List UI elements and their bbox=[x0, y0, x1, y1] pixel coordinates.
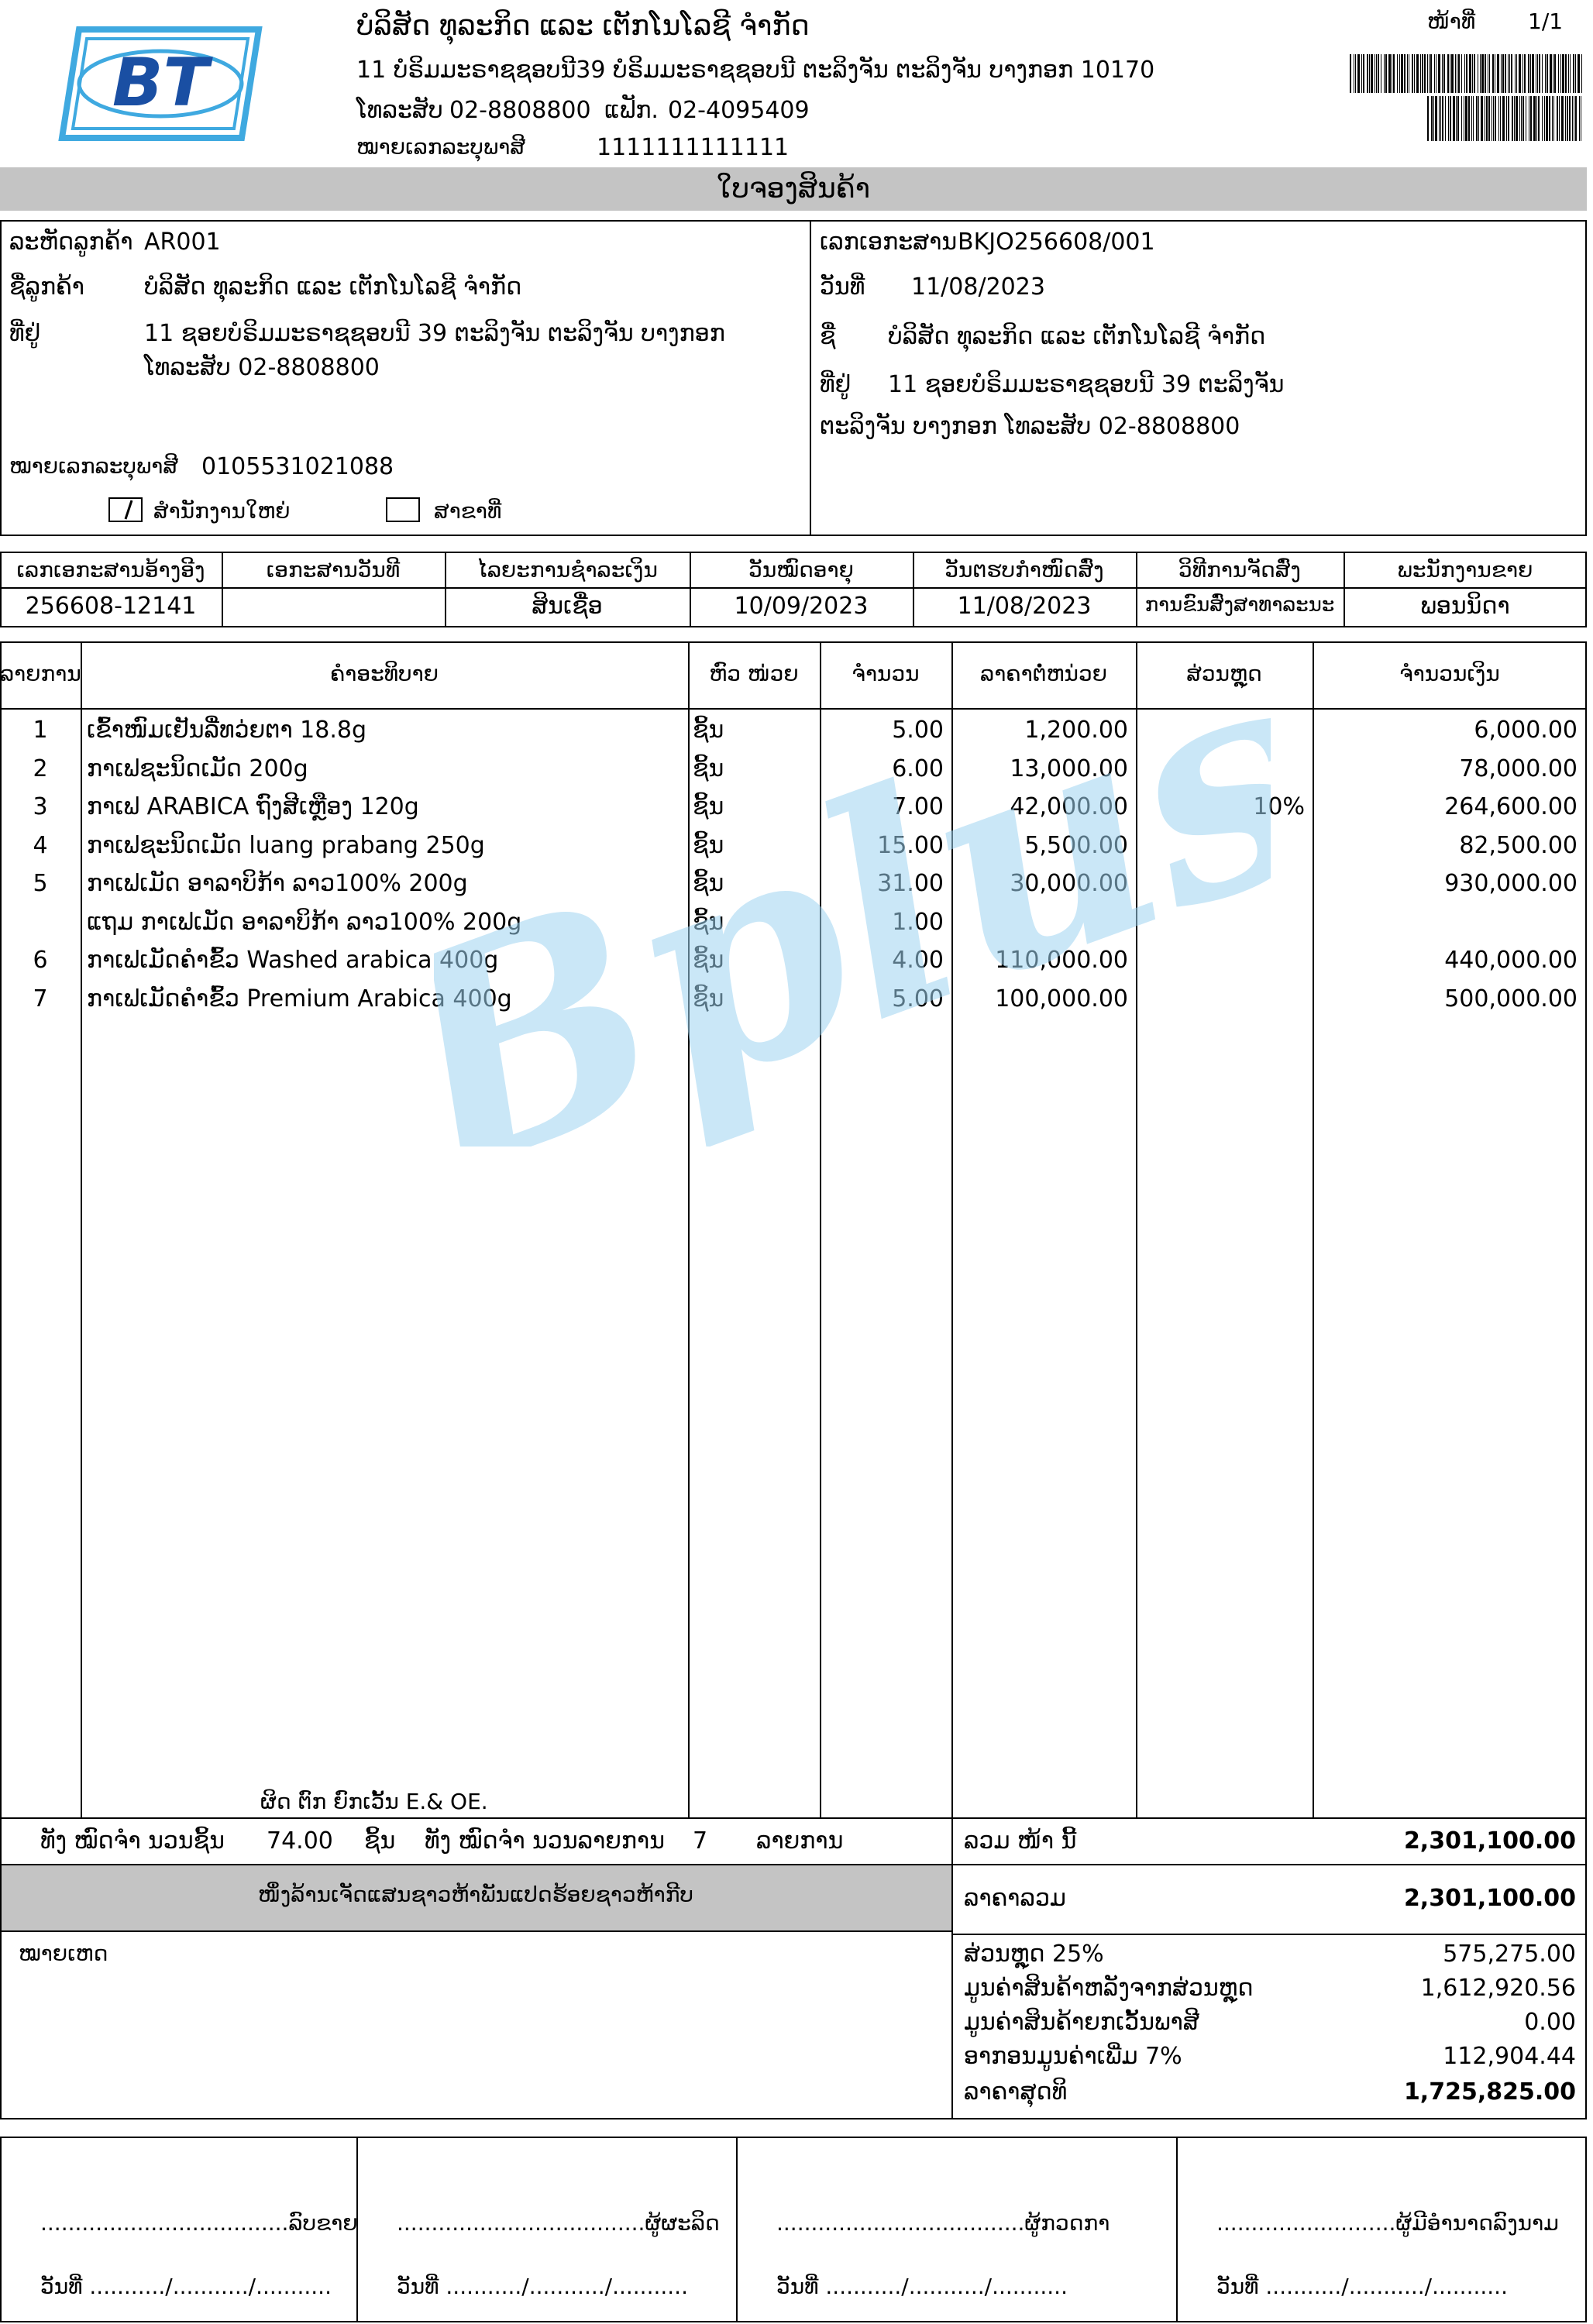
barcode-bar bbox=[1466, 54, 1467, 93]
barcode-bar bbox=[1363, 54, 1364, 93]
item-header: ຈຳນວນ bbox=[852, 661, 920, 686]
document-date-label: ວັນທີ່ bbox=[820, 273, 865, 301]
barcode-bar bbox=[1376, 54, 1377, 93]
barcode-bar bbox=[1569, 96, 1571, 141]
barcode-bar bbox=[1464, 54, 1465, 93]
signature-dots: .......................... bbox=[1216, 2210, 1396, 2236]
customer-address-line2: ໂທລະສັບ 02-8808800 bbox=[144, 354, 380, 381]
signature-line[interactable] bbox=[776, 2212, 1110, 2234]
signature-role: ຜູ້ຜະລິດ bbox=[645, 2210, 720, 2236]
company-tax-label: ໝາຍເລກລະບຸພາສີ bbox=[356, 134, 525, 160]
item-amount: 82,500.00 bbox=[1459, 832, 1578, 859]
barcode-bar bbox=[1388, 54, 1391, 93]
item-unit: ຊິ້ນ bbox=[693, 985, 724, 1012]
amount-in-words: ໜຶ່ງລ້ານເຈັດແສນຊາວຫ້າພັນແປດຮ້ອຍຊາວຫ້າກີບ bbox=[258, 1882, 693, 1907]
barcode-bar bbox=[1453, 96, 1455, 141]
customer-address-label: ທີ່ຢູ່ bbox=[9, 320, 41, 347]
summary-value: 112,904.44 bbox=[1443, 2043, 1576, 2070]
info-header: ວິທີການຈັດສົ່ງ bbox=[1178, 557, 1301, 583]
page-number: 1/1 bbox=[1528, 9, 1564, 34]
summary-label: ມູນຄ່າສິນຄ້າຫລັງຈາກສ່ວນຫຼຸດ bbox=[964, 1975, 1254, 2002]
branch-label: ສາຂາທີ່ bbox=[434, 498, 502, 524]
barcode-bar bbox=[1542, 54, 1543, 93]
barcode-bar bbox=[1511, 54, 1512, 93]
item-no: 3 bbox=[33, 793, 48, 820]
total-items-unit: ລາຍການ bbox=[756, 1827, 844, 1855]
item-header: ລາຍການ bbox=[0, 661, 81, 686]
item-qty: 7.00 bbox=[892, 793, 944, 820]
item-qty: 6.00 bbox=[892, 755, 944, 782]
item-price: 1,200.00 bbox=[1024, 717, 1128, 744]
barcode-bar bbox=[1435, 96, 1437, 141]
summary-label: ມູນຄ່າສິນຄ້າຍກເວັ້ນພາສີ bbox=[964, 2009, 1199, 2036]
barcode-bar bbox=[1399, 54, 1400, 93]
info-header: ເອກະສານວັນທີ bbox=[266, 557, 401, 583]
barcode-bar bbox=[1502, 96, 1505, 141]
item-desc: ກາເຟຊະນິດເມັດ 200g bbox=[87, 755, 308, 782]
barcode-bar bbox=[1481, 54, 1484, 93]
barcode-bar bbox=[1465, 96, 1467, 141]
head-office-label: ສຳນັກງານໃຫຍ່ bbox=[153, 498, 291, 524]
item-desc: ກາເຟເມັດ ອາລາບິກ້າ ລາວ100% 200g bbox=[87, 870, 468, 897]
barcode-bar bbox=[1433, 96, 1434, 141]
barcode-bar bbox=[1480, 54, 1481, 93]
item-desc: ແຖມ ກາເຟເມັດ ອາລາບິກ້າ ລາວ100% 200g bbox=[87, 909, 522, 936]
info-header: ວັນຕຮບກຳໜົດສົ່ງ bbox=[944, 557, 1104, 583]
item-qty: 5.00 bbox=[892, 717, 944, 744]
barcode-bar bbox=[1456, 96, 1457, 141]
customer-name: ບໍລິສັດ ທຸລະກິດ ແລະ ເຕັກໂນໂລຊີ ຈຳກັດ bbox=[144, 273, 522, 301]
barcode-bar bbox=[1542, 96, 1543, 141]
item-header: ຫົວ ໜ່ວຍ bbox=[709, 661, 799, 686]
barcode-bar bbox=[1568, 54, 1569, 93]
total-qty-unit: ຊິ້ນ bbox=[364, 1827, 396, 1855]
item-desc: ກາເຟ ARABICA ຖົງສີເຫຼືອງ 120g bbox=[87, 793, 419, 820]
barcode-bar bbox=[1461, 54, 1462, 93]
barcode-bar bbox=[1521, 96, 1522, 141]
document-date: 11/08/2023 bbox=[911, 273, 1045, 301]
barcode-bar bbox=[1430, 54, 1432, 93]
total-items-label: ທັງ ໝົດຈຳ ນວນລາຍການ bbox=[425, 1827, 665, 1855]
barcode-bar bbox=[1422, 54, 1423, 93]
barcode-bar bbox=[1371, 54, 1373, 93]
item-unit: ຊິ້ນ bbox=[693, 947, 724, 974]
item-no: 5 bbox=[33, 870, 48, 897]
barcode-bar bbox=[1450, 96, 1451, 141]
barcode-bar bbox=[1384, 54, 1385, 93]
barcode-bar bbox=[1547, 54, 1548, 93]
barcode-bar bbox=[1361, 54, 1362, 93]
barcode-bar bbox=[1533, 96, 1536, 141]
item-price: 13,000.00 bbox=[1010, 755, 1128, 782]
barcode-bar bbox=[1350, 54, 1351, 93]
barcode-bar bbox=[1495, 96, 1496, 141]
barcode-bar bbox=[1536, 96, 1537, 141]
signature-date[interactable]: ວັນທີ່ .........../.........../........... bbox=[40, 2274, 332, 2299]
barcode-bar bbox=[1561, 96, 1564, 141]
barcode-bar bbox=[1528, 54, 1529, 93]
barcode-bar bbox=[1550, 54, 1552, 93]
item-qty: 31.00 bbox=[877, 870, 944, 897]
barcode-bar bbox=[1447, 54, 1449, 93]
barcode-bar bbox=[1367, 54, 1368, 93]
barcode-bar bbox=[1481, 96, 1483, 141]
barcode-bar bbox=[1545, 54, 1546, 93]
barcode-bar bbox=[1573, 54, 1574, 93]
total-items: 7 bbox=[693, 1827, 708, 1855]
info-header: ພະນັກງານຂາຍ bbox=[1397, 557, 1533, 583]
barcode-bar bbox=[1458, 54, 1460, 93]
item-qty: 1.00 bbox=[892, 909, 944, 936]
item-amount: 264,600.00 bbox=[1444, 793, 1578, 820]
customer-code: AR001 bbox=[144, 229, 221, 256]
barcode-bar bbox=[1416, 54, 1419, 93]
barcode-bar bbox=[1378, 54, 1379, 93]
company-name: ບໍລິສັດ ທຸລະກິດ ແລະ ເຕັກໂນໂລຊີ ຈຳກັດ bbox=[356, 10, 810, 42]
barcode-bar bbox=[1412, 54, 1413, 93]
barcode-bar bbox=[1530, 54, 1531, 93]
item-header: ຈຳນວນເງິນ bbox=[1399, 661, 1500, 686]
barcode-bar bbox=[1512, 96, 1513, 141]
item-desc: ກາເຟຊະນິດເມັດ luang prabang 250g bbox=[87, 832, 485, 859]
item-unit: ຊິ້ນ bbox=[693, 793, 724, 820]
page-total: 2,301,100.00 bbox=[1403, 1827, 1576, 1855]
barcode-bar bbox=[1553, 96, 1554, 141]
barcode-bar bbox=[1440, 96, 1441, 141]
barcode-bar bbox=[1579, 96, 1580, 141]
barcode-bar bbox=[1438, 54, 1440, 93]
barcode-bar bbox=[1468, 96, 1470, 141]
barcode-bar bbox=[1420, 54, 1421, 93]
info-value: ພອນນິດາ bbox=[1420, 593, 1510, 620]
ship-name-label: ຊື່ bbox=[820, 323, 836, 350]
info-header: ເລກເອກະສານອ້າງອີງ bbox=[16, 557, 205, 583]
customer-address-line1: 11 ຊອຍບໍຣິມມະຣາຊຊອບນີ 39 ຕະລິງຈັນ ຕະລິງຈັນ ບາງກອກ bbox=[144, 320, 725, 347]
summary-label: ລາຄາສຸດທິ bbox=[964, 2078, 1068, 2106]
barcode-bar bbox=[1516, 96, 1518, 141]
customer-name-label: ຊື່ລູກຄ້າ bbox=[9, 273, 84, 301]
barcode-bar bbox=[1509, 54, 1510, 93]
barcode-bar bbox=[1471, 96, 1472, 141]
info-value: 256608-12141 bbox=[25, 593, 197, 620]
barcode-bar bbox=[1439, 96, 1440, 141]
barcode-bar bbox=[1443, 54, 1445, 93]
barcode-bar bbox=[1401, 54, 1403, 93]
signature-dots: .................................... bbox=[776, 2210, 1025, 2236]
summary-value: 1,612,920.56 bbox=[1420, 1975, 1576, 2002]
company-logo bbox=[56, 22, 265, 146]
barcode bbox=[1350, 54, 1582, 141]
barcode-bar bbox=[1558, 54, 1559, 93]
barcode-bar bbox=[1508, 54, 1509, 93]
signature-dots: .................................... bbox=[397, 2210, 645, 2236]
item-unit: ຊິ້ນ bbox=[693, 870, 724, 897]
barcode-bar bbox=[1473, 96, 1474, 141]
barcode-bar bbox=[1472, 54, 1473, 93]
barcode-bar bbox=[1393, 54, 1395, 93]
barcode-bar bbox=[1519, 54, 1521, 93]
barcode-bar bbox=[1442, 96, 1443, 141]
barcode-bar bbox=[1500, 96, 1501, 141]
company-phone-label: ໂທລະສັບ bbox=[356, 97, 443, 124]
barcode-bar bbox=[1554, 54, 1556, 93]
barcode-bar bbox=[1497, 54, 1499, 93]
signature-role: ຜູ້ກວດກາ bbox=[1024, 2210, 1110, 2236]
info-value: 10/09/2023 bbox=[734, 593, 869, 620]
item-unit: ຊິ້ນ bbox=[693, 909, 724, 936]
item-amount: 6,000.00 bbox=[1474, 717, 1578, 744]
barcode-bar bbox=[1369, 54, 1370, 93]
barcode-bar bbox=[1514, 96, 1515, 141]
barcode-bar bbox=[1537, 54, 1538, 93]
item-qty: 15.00 bbox=[877, 832, 944, 859]
ship-address-label: ທີ່ຢູ່ bbox=[820, 371, 852, 398]
item-desc: ເຂົ້າໜົມເຢັນລື່ທວ່ຍຕາ 18.8g bbox=[87, 717, 366, 744]
company-phone: 02-8808800 bbox=[449, 97, 591, 124]
barcode-bar bbox=[1519, 96, 1520, 141]
barcode-bar bbox=[1486, 96, 1488, 141]
barcode-bar bbox=[1442, 54, 1443, 93]
item-amount: 440,000.00 bbox=[1444, 947, 1578, 974]
check-mark-icon bbox=[126, 500, 132, 519]
barcode-bar bbox=[1355, 54, 1356, 93]
remark-label: ໝາຍເຫດ bbox=[19, 1941, 108, 1966]
grand-total: 2,301,100.00 bbox=[1403, 1885, 1576, 1912]
item-no: 6 bbox=[33, 947, 48, 974]
info-value: ສິນເຊື່ອ bbox=[532, 593, 603, 620]
barcode-bar bbox=[1565, 54, 1567, 93]
barcode-bar bbox=[1532, 54, 1534, 93]
total-qty-label: ທັງ ໝົດຈຳ ນວນຊິ້ນ bbox=[40, 1827, 225, 1855]
barcode-bar bbox=[1448, 96, 1449, 141]
barcode-bar bbox=[1562, 54, 1564, 93]
item-amount: 930,000.00 bbox=[1444, 870, 1578, 897]
signature-dots: .................................... bbox=[40, 2210, 289, 2236]
summary-value: 575,275.00 bbox=[1443, 1941, 1576, 1968]
barcode-bar bbox=[1492, 54, 1494, 93]
company-fax: 02-4095409 bbox=[668, 97, 810, 124]
barcode-bar bbox=[1505, 54, 1506, 93]
item-amount: 500,000.00 bbox=[1444, 985, 1578, 1012]
item-no: 4 bbox=[33, 832, 48, 859]
barcode-bar bbox=[1429, 54, 1430, 93]
item-qty: 5.00 bbox=[892, 985, 944, 1012]
ship-address-line1: 11 ຊອຍບໍຣິມມະຣາຊຊອບນີ 39 ຕະລິງຈັນ bbox=[888, 371, 1285, 398]
barcode-bar bbox=[1516, 54, 1517, 93]
summary-value: 0.00 bbox=[1524, 2009, 1576, 2036]
totals-section bbox=[0, 1817, 1587, 2119]
barcode-bar bbox=[1488, 96, 1490, 141]
document-no-label: ເລກເອກະສານ bbox=[820, 229, 958, 256]
barcode-bar bbox=[1544, 96, 1545, 141]
barcode-bar bbox=[1522, 54, 1523, 93]
item-no: 7 bbox=[33, 985, 48, 1012]
info-value: ການຂົນສົ່ງສາທາລະນະ bbox=[1144, 593, 1335, 617]
barcode-bar bbox=[1575, 54, 1576, 93]
item-header: ສ່ວນຫຼຸດ bbox=[1186, 661, 1262, 686]
barcode-bar bbox=[1445, 96, 1446, 141]
summary-value: 1,725,825.00 bbox=[1403, 2078, 1576, 2106]
barcode-bar bbox=[1404, 54, 1405, 93]
barcode-bar bbox=[1570, 54, 1571, 93]
item-no: 1 bbox=[33, 717, 48, 744]
barcode-bar bbox=[1498, 96, 1499, 141]
barcode-bar bbox=[1578, 54, 1580, 93]
barcode-bar bbox=[1485, 54, 1486, 93]
item-price: 110,000.00 bbox=[995, 947, 1128, 974]
barcode-bar bbox=[1427, 54, 1428, 93]
barcode-bar bbox=[1357, 54, 1360, 93]
item-price: 30,000.00 bbox=[1010, 870, 1128, 897]
logo-text: BT bbox=[112, 44, 209, 122]
barcode-bar bbox=[1560, 54, 1561, 93]
barcode-bar bbox=[1539, 54, 1540, 93]
barcode-bar bbox=[1501, 54, 1502, 93]
signature-line[interactable] bbox=[40, 2212, 358, 2234]
total-qty: 74.00 bbox=[267, 1827, 333, 1855]
barcode-bar bbox=[1455, 54, 1456, 93]
signature-date[interactable]: ວັນທີ່ .........../.........../........... bbox=[397, 2274, 688, 2299]
customer-code-label: ລະຫັດລູກຄ້າ bbox=[9, 229, 133, 256]
barcode-bar bbox=[1427, 96, 1429, 141]
signature-line[interactable] bbox=[397, 2212, 720, 2234]
company-tax: 1111111111111 bbox=[597, 134, 790, 161]
item-header: ລາຄາຕໍ່ຫນ່ວຍ bbox=[980, 661, 1107, 686]
signature-role: ລົບຂາຍ bbox=[288, 2210, 358, 2236]
barcode-bar bbox=[1530, 96, 1532, 141]
barcode-bar bbox=[1474, 54, 1475, 93]
barcode-bar bbox=[1572, 96, 1573, 141]
page-title: ໃບຈອງສິນຄ້າ bbox=[716, 173, 871, 205]
barcode-bar bbox=[1478, 96, 1479, 141]
barcode-bar bbox=[1407, 54, 1408, 93]
item-desc: ກາເຟເມັດຄຳຂົ້ວ Washed arabica 400g bbox=[87, 947, 499, 974]
signature-role: ຜູ້ມີອຳນາດລົງນາມ bbox=[1395, 2210, 1559, 2236]
company-fax-label: ແຟັກ. bbox=[604, 97, 659, 124]
item-desc: ກາເຟເມັດຄຳຂົ້ວ Premium Arabica 400g bbox=[87, 985, 512, 1012]
summary-label: ອາກອນມູນຄ່າເພີ່ມ 7% bbox=[964, 2043, 1182, 2070]
barcode-bar bbox=[1451, 54, 1454, 93]
summary-label: ສ່ວນຫຼຸດ 25% bbox=[964, 1941, 1104, 1968]
barcode-bar bbox=[1581, 54, 1582, 93]
barcode-bar bbox=[1434, 54, 1435, 93]
barcode-bar bbox=[1524, 54, 1526, 93]
barcode-bar bbox=[1502, 54, 1504, 93]
barcode-bar bbox=[1489, 54, 1490, 93]
item-unit: ຊິ້ນ bbox=[693, 717, 724, 744]
item-unit: ຊິ້ນ bbox=[693, 832, 724, 859]
info-header: ໄລຍະການຊຳລະເງິນ bbox=[477, 557, 658, 583]
signature-date[interactable]: ວັນທີ່ .........../.........../........... bbox=[1216, 2274, 1508, 2299]
item-amount: 78,000.00 bbox=[1459, 755, 1578, 782]
barcode-bar bbox=[1546, 96, 1548, 141]
item-disc: 10% bbox=[1253, 793, 1305, 820]
document-no: BKJO256608/001 bbox=[958, 229, 1155, 256]
barcode-bar bbox=[1431, 96, 1433, 141]
item-unit: ຊິ້ນ bbox=[693, 755, 724, 782]
barcode-bar bbox=[1522, 96, 1524, 141]
page-total-label: ລວມ ໜ້າ ນີ້ bbox=[964, 1827, 1077, 1855]
item-no: 2 bbox=[33, 755, 48, 782]
page-label: ໜ້າທີ່ bbox=[1427, 9, 1476, 34]
company-address: 11 ບໍຣິມມະຣາຊຊອບນີ39 ບໍຣິມມະຣາຊຊອບນີ ຕະລິງຈັນ ຕະລິງຈັນ ບາງກອກ 10170 bbox=[356, 57, 1155, 84]
signature-date[interactable]: ວັນທີ່ .........../.........../........... bbox=[776, 2274, 1068, 2299]
barcode-bar bbox=[1476, 96, 1478, 141]
barcode-bar bbox=[1493, 96, 1494, 141]
barcode-bar bbox=[1515, 54, 1516, 93]
eoe-note: ຜິດ ຕົກ ຍົກເວັ້ນ E.& OE. bbox=[260, 1789, 488, 1814]
barcode-bar bbox=[1385, 54, 1387, 93]
item-price: 100,000.00 bbox=[995, 985, 1128, 1012]
barcode-bar bbox=[1469, 54, 1471, 93]
info-header: ວັນໝົດອາຍຸ bbox=[748, 557, 854, 583]
barcode-bar bbox=[1557, 96, 1558, 141]
item-qty: 4.00 bbox=[892, 947, 944, 974]
customer-tax: 0105531021088 bbox=[201, 453, 394, 480]
barcode-bar bbox=[1414, 54, 1415, 93]
info-value: 11/08/2023 bbox=[957, 593, 1092, 620]
barcode-bar bbox=[1461, 96, 1462, 141]
customer-tax-label: ໝາຍເລກລະບຸພາສີ bbox=[9, 453, 178, 479]
barcode-bar bbox=[1575, 96, 1577, 141]
barcode-bar bbox=[1565, 96, 1566, 141]
item-header: ຄຳອະທິບາຍ bbox=[330, 661, 439, 686]
barcode-bar bbox=[1424, 54, 1426, 93]
ship-address-line2: ຕະລິງຈັນ ບາງກອກ ໂທລະສັບ 02-8808800 bbox=[820, 413, 1240, 440]
signature-line[interactable] bbox=[1216, 2212, 1559, 2234]
barcode-bar bbox=[1559, 96, 1560, 141]
item-price: 42,000.00 bbox=[1010, 793, 1128, 820]
barcode-bar bbox=[1397, 54, 1398, 93]
grand-total-label: ລາຄາລວມ bbox=[964, 1885, 1066, 1912]
barcode-bar bbox=[1549, 96, 1550, 141]
barcode-bar bbox=[1552, 96, 1553, 141]
branch-checkbox[interactable] bbox=[386, 497, 420, 522]
barcode-bar bbox=[1538, 96, 1540, 141]
watermark-text: Bplus bbox=[434, 682, 1271, 1147]
head-office-checkbox[interactable] bbox=[108, 497, 143, 522]
barcode-bar bbox=[1508, 96, 1509, 141]
item-price: 5,500.00 bbox=[1024, 832, 1128, 859]
ship-name: ບໍລິສັດ ທຸລະກິດ ແລະ ເຕັກໂນໂລຊີ ຈຳກັດ bbox=[888, 323, 1266, 350]
barcode-bar bbox=[1567, 96, 1568, 141]
barcode-bar bbox=[1457, 96, 1459, 141]
barcode-bar bbox=[1506, 96, 1507, 141]
